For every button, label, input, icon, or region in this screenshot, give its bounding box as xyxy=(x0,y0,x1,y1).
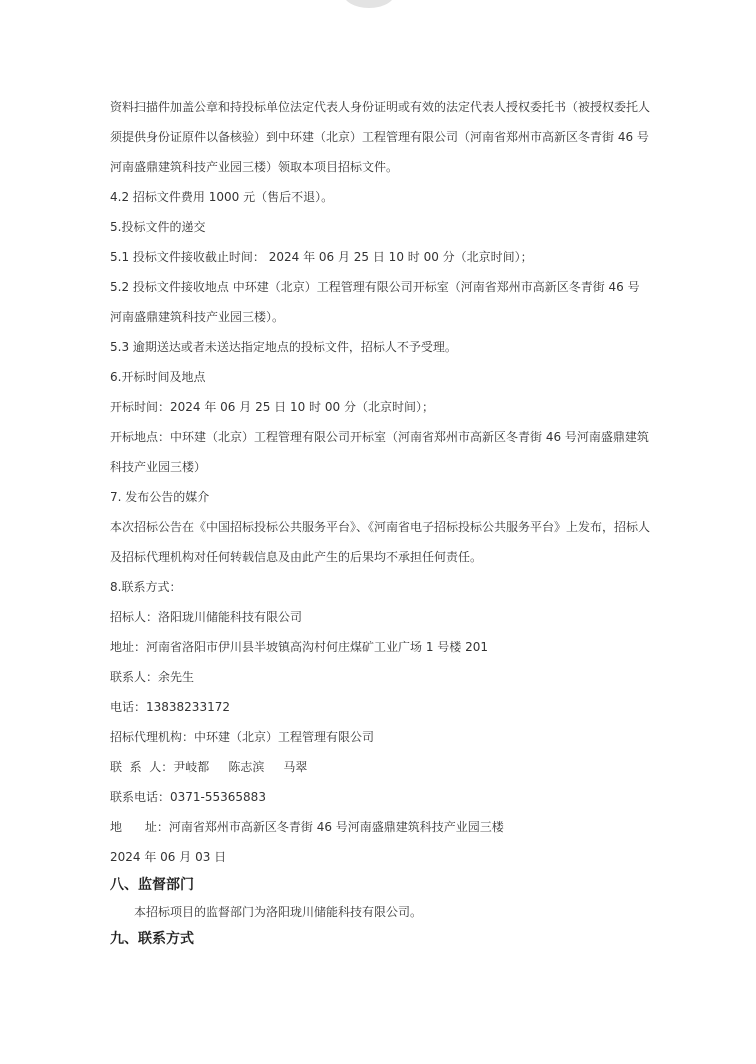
paragraph-opening-time: 开标时间：2024 年 06 月 25 日 10 时 00 分（北京时间）； xyxy=(110,400,434,414)
paragraph-fee: 4.2 招标文件费用 1000 元（售后不退）。 xyxy=(110,190,334,204)
scroll-indicator xyxy=(343,0,395,8)
paragraph-submission-location: 5.2 投标文件接收地点 中环建（北京）工程管理有限公司开标室（河南省郑州市高新区冬青街 46 号河南盛鼎建筑科技产业园三楼）。 xyxy=(110,280,640,324)
heading-bid-submission: 5.投标文件的递交 xyxy=(110,220,206,234)
contact-agency: 招标代理机构：中环建（北京）工程管理有限公司 xyxy=(110,730,375,744)
contact-tenderer-address: 地址：河南省洛阳市伊川县半坡镇高沟村何庄煤矿工业广场 1 号楼 201 xyxy=(110,640,488,654)
heading-media: 7. 发布公告的媒介 xyxy=(110,490,210,504)
paragraph-deadline: 5.1 投标文件接收截止时间： 2024 年 06 月 25 日 10 时 00 分（北京时间）； xyxy=(110,250,533,264)
contact-tenderer-person: 联系人：余先生 xyxy=(110,670,195,684)
document-body xyxy=(110,92,650,952)
contact-tenderer-phone: 电话：13838233172 xyxy=(110,700,230,714)
paragraph-late-submission: 5.3 逾期送达或者未送达指定地点的投标文件，招标人不予受理。 xyxy=(110,340,457,354)
contact-agency-address: 地 址：河南省郑州市高新区冬青街 46 号河南盛鼎建筑科技产业园三楼 xyxy=(110,820,504,834)
paragraph-opening-location: 开标地点：中环建（北京）工程管理有限公司开标室（河南省郑州市高新区冬青街 46 号河南盛鼎建筑科技产业园三楼） xyxy=(110,430,649,474)
paragraph-media: 本次招标公告在《中国招标投标公共服务平台》、《河南省电子招标投标公共服务平台》上发布，招标人及招标代理机构对任何转载信息及由此产生的后果均不承担任何责任。 xyxy=(110,520,651,564)
contact-agency-phone: 联系电话：0371-55365883 xyxy=(110,790,266,804)
contact-agency-persons: 联 系 人：尹岐都 陈志滨 马翠 xyxy=(110,760,308,774)
contact-tenderer: 招标人：洛阳珑川储能科技有限公司 xyxy=(110,610,303,624)
supervision-body: 本招标项目的监督部门为洛阳珑川储能科技有限公司。 xyxy=(134,905,423,919)
paragraph-registration: 资料扫描件加盖公章和持投标单位法定代表人身份证明或有效的法定代表人授权委托书（被授权委托人须提供身份证原件以备核验）到中环建（北京）工程管理有限公司（河南省郑州市高新区冬青街 46 号河南盛鼎建筑科技产业园三楼）领取本项目招标文件。 xyxy=(110,100,651,174)
announcement-date: 2024 年 06 月 03 日 xyxy=(110,850,227,864)
heading-opening: 6.开标时间及地点 xyxy=(110,370,206,384)
section-heading-supervision: 八、监督部门 xyxy=(110,877,194,893)
section-heading-contact: 九、联系方式 xyxy=(110,931,194,947)
heading-contact: 8.联系方式： xyxy=(110,580,182,594)
